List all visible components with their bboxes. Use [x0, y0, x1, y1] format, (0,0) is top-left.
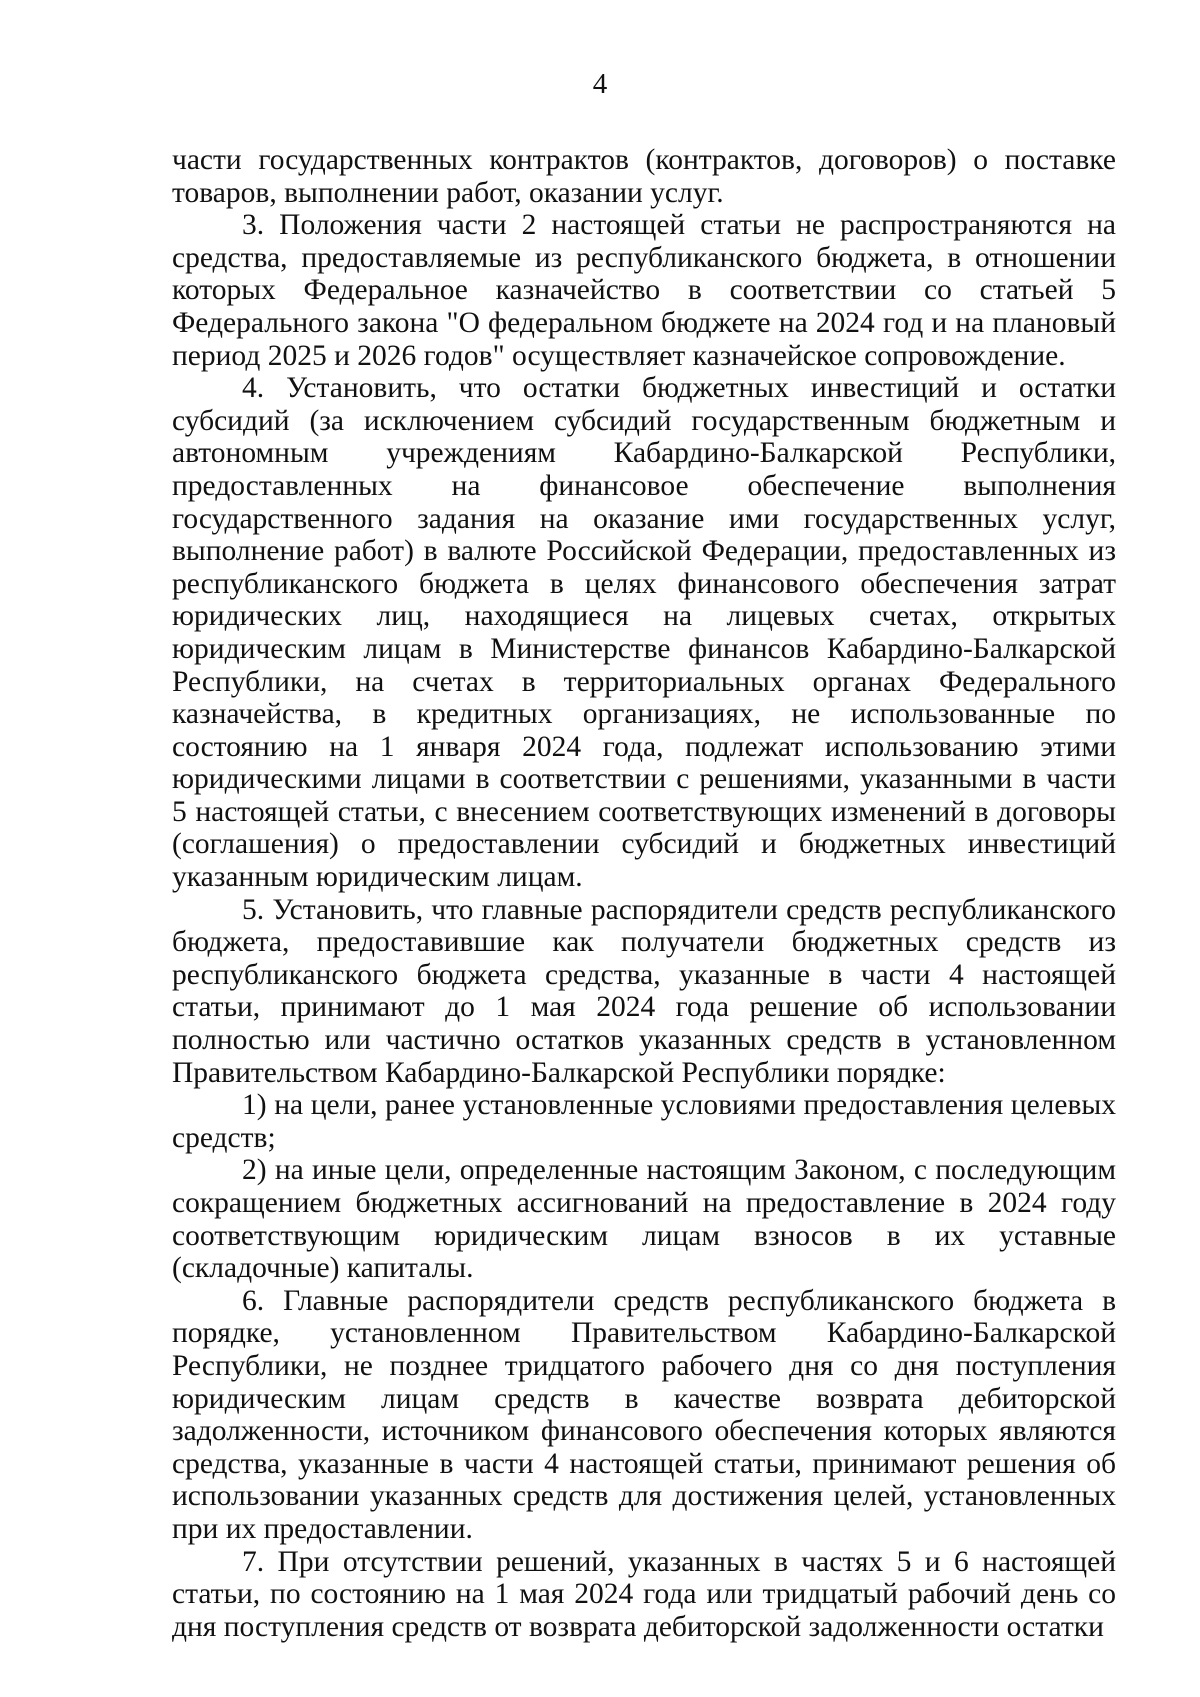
paragraph-part-3: 3. Положения части 2 настоящей статьи не распространяются на средства, предоставляемые из республиканского бюджета, в отношении которых Федеральное казначейство в соответствии со статьей 5 Федерального закона "О федеральном бюджете на 2024 год и на плановый период 2025 и 2026 годов" осуществляет казначейское сопровождение.: [172, 209, 1116, 372]
paragraph-continuation: части государственных контрактов (контрактов, договоров) о поставке товаров, выполнении работ, оказании услуг.: [172, 144, 1116, 209]
paragraph-part-5: 5. Установить, что главные распорядители средств республиканского бюджета, предоставившие как получатели бюджетных средств из республиканского бюджета средства, указанные в части 4 настоящей статьи, принимают до 1 мая 2024 года решение об использовании полностью или частично остатков указанных средств в установленном Правительством Кабардино-Балкарской Республики порядке:: [172, 893, 1116, 1089]
paragraph-item-2: 2) на иные цели, определенные настоящим Законом, с последующим сокращением бюджетных ассигнований на предоставление в 2024 году соответствующим юридическим лицам взносов в их уставные (складочные) капиталы.: [172, 1154, 1116, 1285]
paragraph-part-6: 6. Главные распорядители средств республиканского бюджета в порядке, установленном Правительством Кабардино-Балкарской Республики, не позднее тридцатого рабочего дня со дня поступления юридическим лицам средств в качестве возврата дебиторской задолженности, источником финансового обеспечения которых являются средства, указанные в части 4 настоящей статьи, принимают решения об использовании указанных средств для достижения целей, установленных при их предоставлении.: [172, 1284, 1116, 1545]
paragraph-part-4: 4. Установить, что остатки бюджетных инвестиций и остатки субсидий (за исключением субсидий государственным бюджетным и автономным учреждениям Кабардино-Балкарской Республики, предоставленных на финансовое обеспечение выполнения государственного задания на оказание ими государственных услуг, выполнение работ) в валюте Российской Федерации, предоставленных из республиканского бюджета в целях финансового обеспечения затрат юридических лиц, находящиеся на лицевых счетах, открытых юридическим лицам в Министерстве финансов Кабардино-Балкарской Республики, на счетах в территориальных органах Федерального казначейства, в кредитных организациях, не использованные по состоянию на 1 января 2024 года, подлежат использованию этими юридическими лицами в соответствии с решениями, указанными в части 5 настоящей статьи, с внесением соответствующих изменений в договоры (соглашения) о предоставлении субсидий и бюджетных инвестиций указанным юридическим лицам.: [172, 372, 1116, 894]
page-number: 4: [592, 68, 608, 100]
paragraph-part-7: 7. При отсутствии решений, указанных в частях 5 и 6 настоящей статьи, по состоянию на 1 мая 2024 года или тридцатый рабочий день со дня поступления средств от возврата дебиторской задолженности остатки: [172, 1545, 1116, 1643]
document-body: [172, 144, 1116, 1643]
paragraph-item-1: 1) на цели, ранее установленные условиями предоставления целевых средств;: [172, 1089, 1116, 1154]
